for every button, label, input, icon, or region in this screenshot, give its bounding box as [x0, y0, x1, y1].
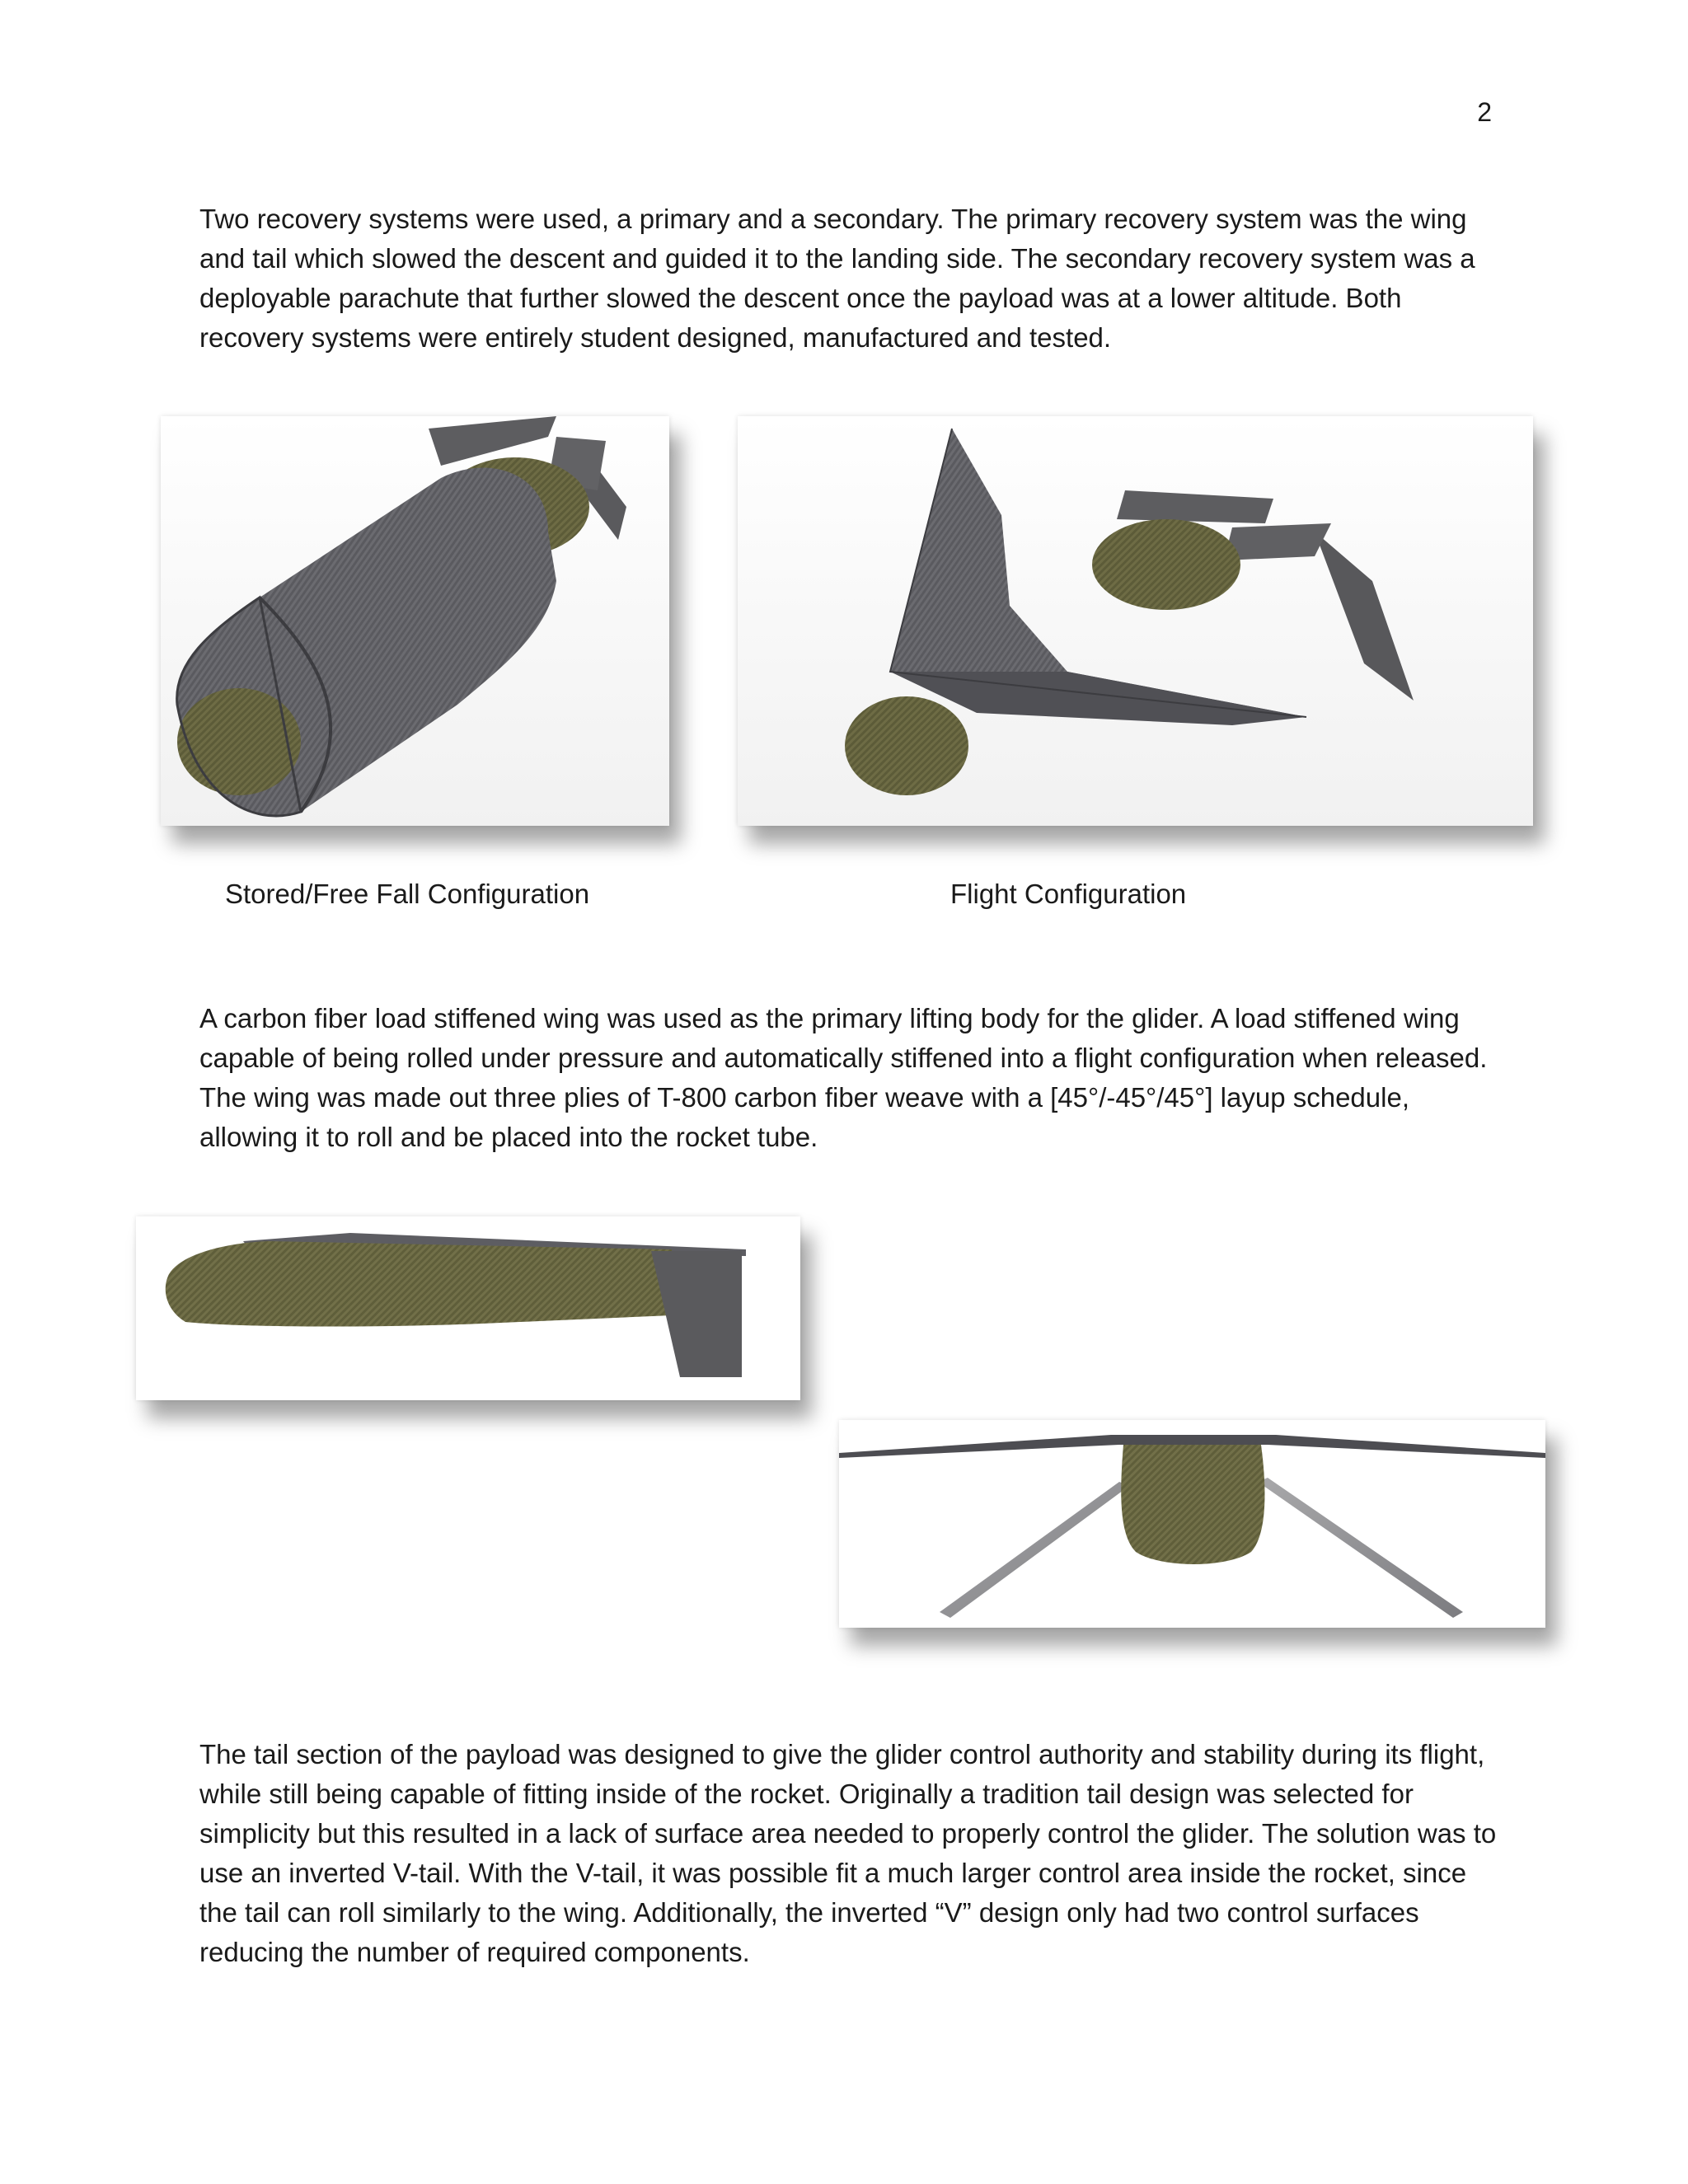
page-number: 2	[1477, 97, 1492, 127]
front-view-image	[839, 1420, 1545, 1628]
flight-configuration-image	[738, 416, 1533, 826]
side-view-image	[136, 1216, 800, 1400]
front-view-render	[839, 1420, 1545, 1628]
stored-configuration-caption: Stored/Free Fall Configuration	[225, 879, 590, 909]
wing-paragraph: A carbon fiber load stiffened wing was used as the primary lifting body for the glider. A load stiffened wing capable of being rolled under pressure and automatically stiffened into a flight configuration when released. The wing was made out three plies of T-800 carbon fiber weave with a [45°/-45°/45°] layup schedule, allowing it to roll and be placed into the rocket tube.	[199, 1003, 1488, 1152]
flight-configuration-caption: Flight Configuration	[950, 879, 1187, 909]
flight-configuration-render	[738, 416, 1533, 826]
recovery-paragraph: Two recovery systems were used, a primary and a secondary. The primary recovery system was the wing and tail which slowed the descent and guided it to the landing side. The secondary recovery system was a deployable parachute that further slowed the descent once the payload was at a lower altitude. Both recovery systems were entirely student designed, manufactured and tested.	[199, 204, 1475, 353]
stored-configuration-render	[161, 416, 669, 826]
side-view-render	[136, 1216, 800, 1400]
tail-paragraph: The tail section of the payload was designed to give the glider control authority and stability during its flight, while still being capable of fitting inside of the rocket. Originally a tradition tail design was selected for simplicity but this resulted in a lack of surface area needed to properly control the glider. The solution was to use an inverted V-tail. With the V-tail, it was possible fit a much larger control area inside the rocket, since the tail can roll similarly to the wing. Additionally, the inverted “V” design only had two control surfaces reducing the number of required components.	[199, 1739, 1497, 1967]
stored-configuration-image	[161, 416, 669, 826]
